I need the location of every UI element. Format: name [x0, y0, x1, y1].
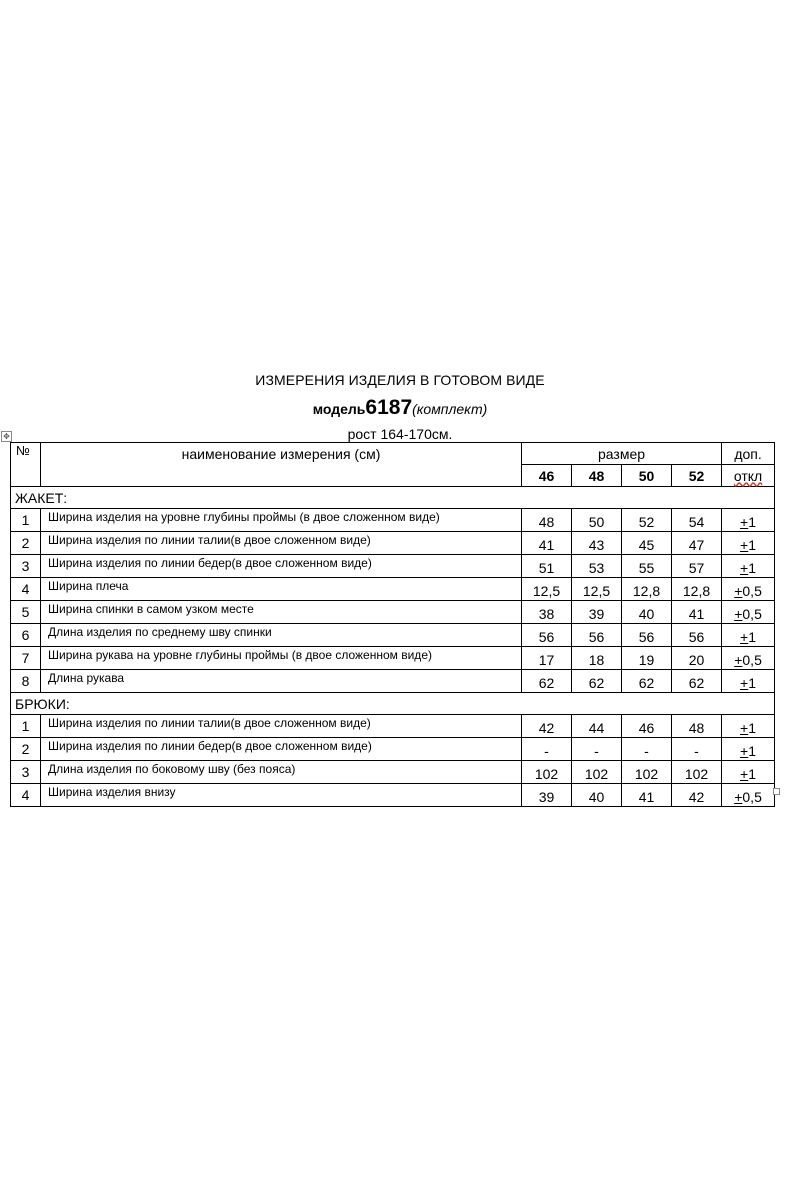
height-range: рост 164-170см. [347, 426, 453, 442]
size-value: 43 [572, 532, 622, 555]
size-value: 46 [622, 715, 672, 738]
row-number: 2 [11, 738, 41, 761]
size-value: - [672, 738, 722, 761]
row-number: 1 [11, 509, 41, 532]
size-value: 50 [572, 509, 622, 532]
tolerance-value: +1 [740, 675, 757, 691]
table-row [11, 784, 775, 807]
size-value: 52 [622, 509, 672, 532]
header-number: № [11, 443, 41, 487]
size-value: 57 [672, 555, 722, 578]
size-value: 62 [672, 670, 722, 693]
tolerance-cell [722, 738, 775, 761]
size-value: 48 [672, 715, 722, 738]
size-value: 38 [522, 601, 572, 624]
size-value: 42 [522, 715, 572, 738]
size-value: 62 [622, 670, 672, 693]
header-size: 52 [672, 465, 722, 487]
plus-minus-sign: + [734, 652, 743, 668]
size-value: 20 [672, 647, 722, 670]
row-number: 4 [11, 578, 41, 601]
table-row [11, 532, 775, 555]
size-value: 47 [672, 532, 722, 555]
row-number: 6 [11, 624, 41, 647]
tolerance-cell [722, 578, 775, 601]
plus-minus-sign: + [740, 675, 749, 691]
row-number: 7 [11, 647, 41, 670]
size-value: 40 [572, 784, 622, 807]
row-number: 3 [11, 555, 41, 578]
section-title: ЖАКЕТ: [11, 487, 775, 509]
header-size: 48 [572, 465, 622, 487]
measurement-name: Длина изделия по боковому шву (без пояса) [41, 761, 522, 784]
size-value: 18 [572, 647, 622, 670]
size-value: 39 [522, 784, 572, 807]
plus-minus-sign: + [740, 743, 749, 759]
size-value: 56 [572, 624, 622, 647]
model-suffix: (комплект) [412, 401, 488, 417]
size-value: 102 [672, 761, 722, 784]
table-row [11, 578, 775, 601]
size-value: 12,8 [622, 578, 672, 601]
size-value: 39 [572, 601, 622, 624]
size-value: 12,5 [522, 578, 572, 601]
tolerance-value: +0,5 [734, 652, 762, 668]
tolerance-cell [722, 784, 775, 807]
row-number: 4 [11, 784, 41, 807]
header-size: 50 [622, 465, 672, 487]
row-number: 5 [11, 601, 41, 624]
size-value: 62 [572, 670, 622, 693]
measurement-name: Ширина изделия на уровне глубины проймы (в двое сложенном виде) [41, 509, 522, 532]
row-number: 3 [11, 761, 41, 784]
measurement-name: Ширина изделия по линии бедер(в двое сложенном виде) [41, 738, 522, 761]
measurement-name: Ширина плеча [41, 578, 522, 601]
table-row [11, 715, 775, 738]
size-value: 19 [622, 647, 672, 670]
header-row [11, 443, 775, 465]
measurement-name: Ширина изделия по линии талии(в двое сложенном виде) [41, 715, 522, 738]
section-row [11, 693, 775, 715]
tolerance-value: +0,5 [734, 789, 762, 805]
tolerance-cell [722, 761, 775, 784]
model-number: 6187 [365, 396, 413, 419]
tolerance-value: +0,5 [734, 583, 762, 599]
tolerance-abbrev: откл [733, 467, 763, 484]
size-value: 51 [522, 555, 572, 578]
size-value: 45 [622, 532, 672, 555]
tolerance-cell [722, 624, 775, 647]
table-row [11, 738, 775, 761]
size-value: 44 [572, 715, 622, 738]
row-number: 8 [11, 670, 41, 693]
table-resize-handle[interactable] [773, 788, 780, 795]
size-value: - [572, 738, 622, 761]
plus-minus-sign: + [740, 560, 749, 576]
tolerance-value: +1 [740, 743, 757, 759]
tolerance-value: +0,5 [734, 606, 762, 622]
size-value: 102 [622, 761, 672, 784]
table-move-handle-icon[interactable]: ✥ [1, 431, 12, 442]
plus-minus-sign: + [740, 537, 749, 553]
header-tolerance-line1: доп. [722, 443, 775, 465]
size-value: 41 [672, 601, 722, 624]
section-title: БРЮКИ: [11, 693, 775, 715]
size-value: 56 [522, 624, 572, 647]
tolerance-cell [722, 509, 775, 532]
plus-minus-sign: + [734, 789, 743, 805]
model-line [0, 396, 800, 420]
table-row [11, 601, 775, 624]
size-value: 55 [622, 555, 672, 578]
header-name: наименование измерения (см) [41, 443, 522, 487]
tolerance-value: +1 [740, 720, 757, 736]
plus-minus-sign: + [740, 514, 749, 530]
size-value: 48 [522, 509, 572, 532]
table-row [11, 761, 775, 784]
measurement-name: Ширина изделия по линии бедер(в двое сложенном виде) [41, 555, 522, 578]
size-value: 102 [572, 761, 622, 784]
row-number: 1 [11, 715, 41, 738]
tolerance-cell [722, 715, 775, 738]
header-size: 46 [522, 465, 572, 487]
size-value: 41 [522, 532, 572, 555]
tolerance-value: +1 [740, 766, 757, 782]
model-prefix: модель [312, 401, 366, 417]
size-value: 62 [522, 670, 572, 693]
tolerance-cell [722, 647, 775, 670]
size-value: - [522, 738, 572, 761]
size-value: 41 [622, 784, 672, 807]
size-value: 102 [522, 761, 572, 784]
size-value: 56 [672, 624, 722, 647]
size-value: 53 [572, 555, 622, 578]
plus-minus-sign: + [740, 629, 749, 645]
size-value: 12,8 [672, 578, 722, 601]
tolerance-value: +1 [740, 514, 757, 530]
size-value: 56 [622, 624, 672, 647]
plus-minus-sign: + [740, 766, 749, 782]
row-number: 2 [11, 532, 41, 555]
measurements-table [10, 442, 775, 807]
plus-minus-sign: + [734, 606, 743, 622]
size-value: 54 [672, 509, 722, 532]
table-row [11, 624, 775, 647]
measurement-name: Длина изделия по среднему шву спинки [41, 624, 522, 647]
measurement-name: Ширина изделия внизу [41, 784, 522, 807]
header-tolerance-line2 [722, 465, 775, 487]
tolerance-value: +1 [740, 537, 757, 553]
plus-minus-sign: + [740, 720, 749, 736]
tolerance-cell [722, 555, 775, 578]
measurement-name: Длина рукава [41, 670, 522, 693]
size-value: 17 [522, 647, 572, 670]
tolerance-cell [722, 532, 775, 555]
measurement-name: Ширина изделия по линии талии(в двое сложенном виде) [41, 532, 522, 555]
tolerance-cell [722, 601, 775, 624]
plus-minus-sign: + [734, 583, 743, 599]
table-row [11, 509, 775, 532]
measurement-name: Ширина спинки в самом узком месте [41, 601, 522, 624]
tolerance-cell [722, 670, 775, 693]
size-value: 12,5 [572, 578, 622, 601]
size-value: - [622, 738, 672, 761]
table-row [11, 670, 775, 693]
tolerance-value: +1 [740, 629, 757, 645]
size-value: 40 [622, 601, 672, 624]
document-title: ИЗМЕРЕНИЯ ИЗДЕЛИЯ В ГОТОВОМ ВИДЕ [255, 372, 545, 388]
measurement-name: Ширина рукава на уровне глубины проймы (в двое сложенном виде) [41, 647, 522, 670]
header-size-group: размер [522, 443, 722, 465]
section-row [11, 487, 775, 509]
table-row [11, 647, 775, 670]
tolerance-value: +1 [740, 560, 757, 576]
size-value: 42 [672, 784, 722, 807]
table-row [11, 555, 775, 578]
